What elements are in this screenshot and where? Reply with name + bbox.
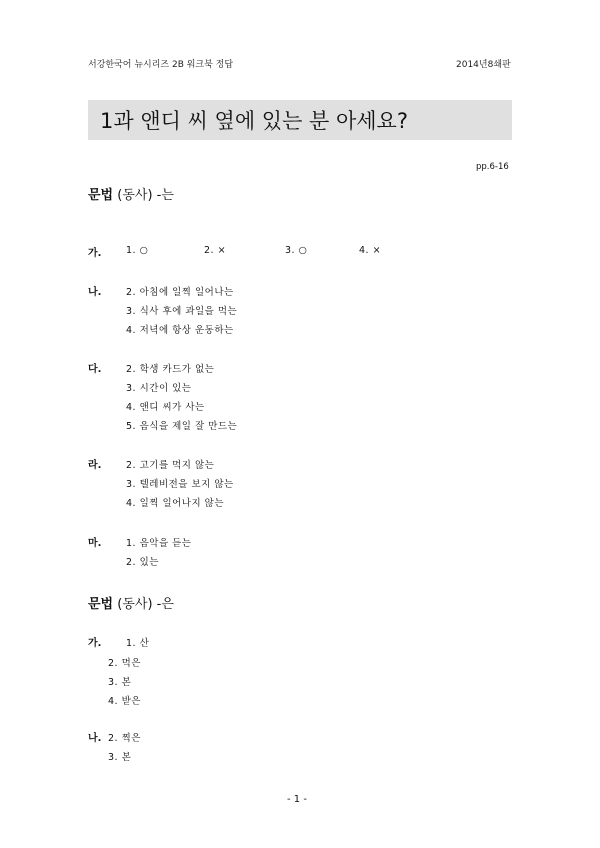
group-label: 가.	[88, 248, 102, 259]
section-title-rest: (동사) -는	[113, 188, 174, 203]
list-item: 4. 앤디 씨가 사는	[126, 402, 205, 413]
list-item: 1. 음악을 듣는	[126, 538, 192, 549]
list-item: 2. 찍은	[108, 733, 141, 744]
list-item: 3. 식사 후에 과일을 먹는	[126, 306, 238, 317]
group-label: 라.	[88, 460, 102, 471]
list-item: 4. ×	[359, 245, 382, 256]
section-title-bold: 문법	[88, 597, 114, 612]
section-title-2	[88, 593, 174, 612]
lesson-title: 1과 앤디 씨 옆에 있는 분 아세요?	[100, 109, 408, 133]
list-item: 3. 텔레비전을 보지 않는	[126, 479, 234, 490]
page-number: - 1 -	[287, 794, 307, 805]
group-label: 나.	[88, 287, 102, 298]
list-item: 2. ×	[204, 245, 227, 256]
list-item: 4. 받은	[108, 696, 141, 707]
list-item: 1. 산	[126, 638, 150, 649]
group-label: 다.	[88, 364, 102, 375]
list-item: 1. ○	[126, 245, 149, 256]
page-range: pp.6-16	[476, 162, 509, 172]
group-label: 나.	[88, 733, 102, 744]
section-title-rest: (동사) -은	[113, 597, 174, 612]
list-item: 2. 먹은	[108, 658, 141, 669]
list-item: 3. 시간이 있는	[126, 383, 192, 394]
list-item: 2. 고기를 먹지 않는	[126, 460, 215, 471]
group-label: 마.	[88, 538, 102, 549]
list-item: 2. 아침에 일찍 일어나는	[126, 287, 234, 298]
lesson-title-box	[88, 100, 512, 140]
list-item: 3. 본	[108, 677, 132, 688]
section-title-1	[88, 184, 174, 203]
list-item: 2. 있는	[126, 557, 159, 568]
header-right: 2014년8쇄판	[456, 60, 511, 70]
section-title-bold: 문법	[88, 188, 114, 203]
header-left: 서강한국어 뉴시리즈 2B 워크북 정답	[88, 60, 234, 70]
list-item: 4. 저녁에 항상 운동하는	[126, 325, 234, 336]
list-item: 3. ○	[285, 245, 308, 256]
list-item: 3. 본	[108, 752, 132, 763]
group-label: 가.	[88, 638, 102, 649]
list-item: 4. 일찍 일어나지 않는	[126, 498, 225, 509]
list-item: 5. 음식을 제일 잘 만드는	[126, 421, 238, 432]
list-item: 2. 학생 카드가 없는	[126, 364, 215, 375]
